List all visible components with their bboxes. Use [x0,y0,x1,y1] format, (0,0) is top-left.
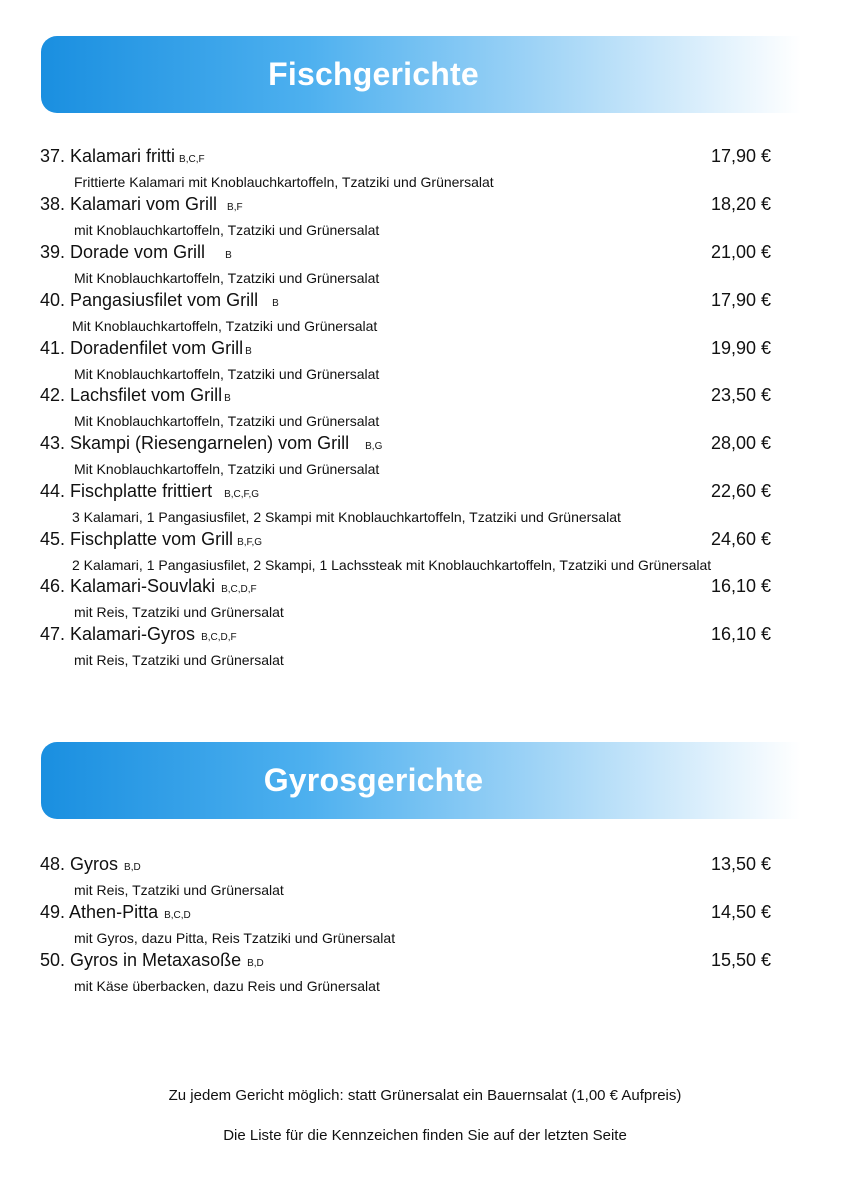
allergen-codes: B,D [124,862,141,873]
section-title: Fischgerichte [268,56,479,92]
item-description: Frittierte Kalamari mit Knoblauchkartoffeln, Tzatziki und Grünersalat [74,174,494,190]
item-price: 15,50 € [711,950,772,970]
menu-item [40,853,800,899]
menu-item [40,432,800,478]
item-name: 40. Pangasiusfilet vom Grill [40,290,259,310]
menu-item [40,337,800,383]
item-name: 41. Doradenfilet vom Grill [40,338,244,358]
menu-item [40,528,800,574]
item-description: Mit Knoblauchkartoffeln, Tzatziki und Grünersalat [74,461,380,477]
section-banner-fischgerichte [41,36,801,113]
item-price: 23,50 € [711,385,772,405]
menu-item [40,193,800,239]
allergen-codes: B,C,F,G [224,489,260,500]
item-name: 44. Fischplatte frittiert [40,481,213,501]
item-price: 28,00 € [711,433,772,453]
item-description: mit Gyros, dazu Pitta, Reis Tzatziki und Grünersalat [74,930,396,946]
item-description: Mit Knoblauchkartoffeln, Tzatziki und Grünersalat [72,318,378,334]
item-description: mit Knoblauchkartoffeln, Tzatziki und Grünersalat [74,222,380,238]
allergen-codes: B,F [227,202,243,213]
item-description: 2 Kalamari, 1 Pangasiusfilet, 2 Skampi, 1 Lachssteak mit Knoblauchkartoffeln, Tzatziki und Grünersalat [72,557,712,573]
allergen-codes: B,G [365,441,383,452]
item-description: Mit Knoblauchkartoffeln, Tzatziki und Grünersalat [74,413,380,429]
item-description: 3 Kalamari, 1 Pangasiusfilet, 2 Skampi mit Knoblauchkartoffeln, Tzatziki und Grünersalat [72,509,621,525]
item-name: 37. Kalamari fritti [40,146,176,166]
item-name: 39. Dorade vom Grill [40,242,206,262]
footer-note-salad: Zu jedem Gericht möglich: statt Grünersalat ein Bauernsalat (1,00 € Aufpreis) [168,1087,682,1104]
item-price: 22,60 € [711,481,772,501]
section-banner-gyrosgerichte [41,742,801,819]
item-price: 18,20 € [711,194,772,214]
item-description: Mit Knoblauchkartoffeln, Tzatziki und Grünersalat [74,270,380,286]
section-title: Gyrosgerichte [263,762,484,798]
menu-item [40,480,800,526]
menu-item [40,145,800,191]
menu-item [40,623,800,669]
item-description: Mit Knoblauchkartoffeln, Tzatziki und Grünersalat [74,366,380,382]
item-price: 17,90 € [711,146,772,166]
item-name: 50. Gyros in Metaxasoße [40,950,242,970]
item-description: mit Reis, Tzatziki und Grünersalat [74,882,284,898]
menu-item [40,901,800,947]
item-price: 21,00 € [711,242,772,262]
item-description: mit Reis, Tzatziki und Grünersalat [74,652,284,668]
item-price: 24,60 € [711,529,772,549]
item-name: 49. Athen-Pitta [40,902,159,922]
menu-item [40,289,800,335]
allergen-codes: B,F,G [237,537,263,548]
item-name: 46. Kalamari-Souvlaki [40,576,216,596]
item-name: 38. Kalamari vom Grill [40,194,218,214]
item-name: 48. Gyros [40,854,119,874]
allergen-codes: B,C,F [179,154,205,165]
allergen-codes: B,D [247,958,264,969]
menu-item [40,384,800,430]
menu-item [40,241,800,287]
menu-item [40,575,800,621]
item-price: 16,10 € [711,576,772,596]
allergen-codes: B [245,346,252,357]
allergen-codes: B,C,D,F [221,584,257,595]
item-description: mit Reis, Tzatziki und Grünersalat [74,604,284,620]
item-name: 47. Kalamari-Gyros [40,624,196,644]
item-description: mit Käse überbacken, dazu Reis und Grünersalat [74,978,380,994]
allergen-codes: B,C,D [164,910,191,921]
allergen-codes: B [225,250,232,261]
allergen-codes: B,C,D,F [201,632,237,643]
footer-note-allergens: Die Liste für die Kennzeichen finden Sie auf der letzten Seite [223,1127,627,1144]
allergen-codes: B [272,298,279,309]
item-price: 17,90 € [711,290,772,310]
item-price: 13,50 € [711,854,772,874]
item-name: 45. Fischplatte vom Grill [40,529,234,549]
item-price: 19,90 € [711,338,772,358]
menu-item [40,949,800,995]
item-price: 14,50 € [711,902,772,922]
item-name: 43. Skampi (Riesengarnelen) vom Grill [40,433,350,453]
item-price: 16,10 € [711,624,772,644]
item-name: 42. Lachsfilet vom Grill [40,385,223,405]
allergen-codes: B [224,393,231,404]
